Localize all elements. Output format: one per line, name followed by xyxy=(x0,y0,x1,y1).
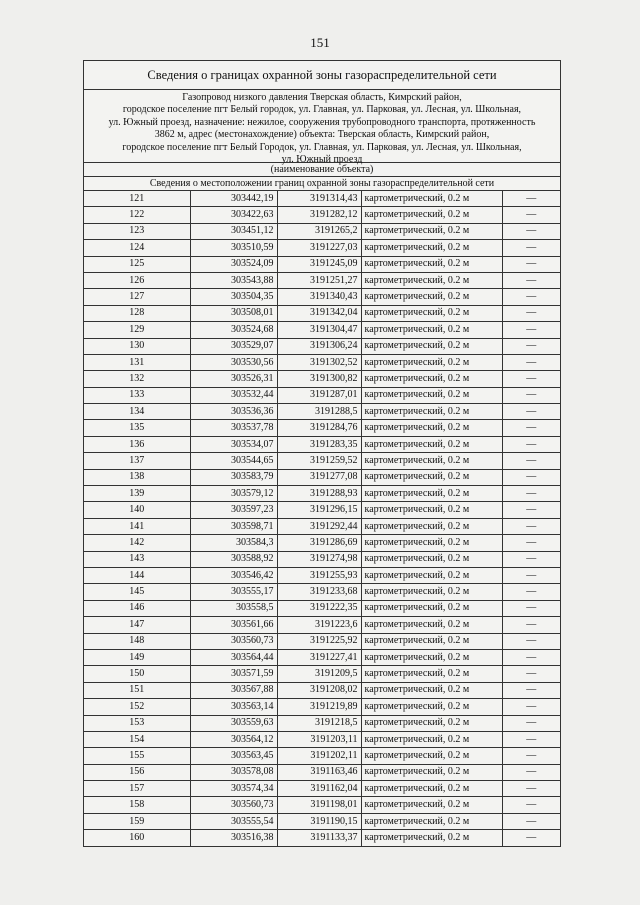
method-accuracy-cell: картометрический, 0.2 м xyxy=(361,551,502,567)
point-number-cell: 160 xyxy=(84,830,190,846)
point-number-cell: 132 xyxy=(84,371,190,387)
description-cell: — xyxy=(502,240,560,256)
x-coordinate-cell: 303558,5 xyxy=(190,600,277,616)
method-accuracy-cell: картометрический, 0.2 м xyxy=(361,191,502,207)
y-coordinate-cell: 3191283,35 xyxy=(277,436,361,452)
y-coordinate-cell: 3191304,47 xyxy=(277,322,361,338)
point-number-cell: 159 xyxy=(84,813,190,829)
point-number-cell: 134 xyxy=(84,404,190,420)
point-number-cell: 136 xyxy=(84,436,190,452)
x-coordinate-cell: 303559,63 xyxy=(190,715,277,731)
table-row xyxy=(84,649,560,665)
description-cell: — xyxy=(502,354,560,370)
table-row xyxy=(84,699,560,715)
y-coordinate-cell: 3191296,15 xyxy=(277,502,361,518)
description-cell: — xyxy=(502,535,560,551)
point-number-cell: 148 xyxy=(84,633,190,649)
table-row xyxy=(84,781,560,797)
y-coordinate-cell: 3191198,01 xyxy=(277,797,361,813)
method-accuracy-cell: картометрический, 0.2 м xyxy=(361,305,502,321)
x-coordinate-cell: 303574,34 xyxy=(190,781,277,797)
object-description-line: Газопровод низкого давления Тверская область, Кимрский район, xyxy=(182,92,462,103)
object-description xyxy=(84,90,560,166)
y-coordinate-cell: 3191219,89 xyxy=(277,699,361,715)
method-accuracy-cell: картометрический, 0.2 м xyxy=(361,584,502,600)
x-coordinate-cell: 303546,42 xyxy=(190,567,277,583)
table-row xyxy=(84,486,560,502)
method-accuracy-cell: картометрический, 0.2 м xyxy=(361,567,502,583)
description-cell: — xyxy=(502,371,560,387)
table-row xyxy=(84,551,560,567)
table-row xyxy=(84,535,560,551)
x-coordinate-cell: 303537,78 xyxy=(190,420,277,436)
method-accuracy-cell: картометрический, 0.2 м xyxy=(361,813,502,829)
x-coordinate-cell: 303563,14 xyxy=(190,699,277,715)
table-row xyxy=(84,813,560,829)
description-cell: — xyxy=(502,305,560,321)
x-coordinate-cell: 303579,12 xyxy=(190,486,277,502)
y-coordinate-cell: 3191218,5 xyxy=(277,715,361,731)
description-cell: — xyxy=(502,338,560,354)
description-cell: — xyxy=(502,764,560,780)
description-cell: — xyxy=(502,289,560,305)
point-number-cell: 153 xyxy=(84,715,190,731)
description-cell: — xyxy=(502,666,560,682)
description-cell: — xyxy=(502,617,560,633)
y-coordinate-cell: 3191265,2 xyxy=(277,223,361,239)
point-number-cell: 135 xyxy=(84,420,190,436)
x-coordinate-cell: 303555,54 xyxy=(190,813,277,829)
point-number-cell: 158 xyxy=(84,797,190,813)
point-number-cell: 154 xyxy=(84,731,190,747)
point-number-cell: 138 xyxy=(84,469,190,485)
method-accuracy-cell: картометрический, 0.2 м xyxy=(361,731,502,747)
y-coordinate-cell: 3191277,08 xyxy=(277,469,361,485)
point-number-cell: 123 xyxy=(84,223,190,239)
x-coordinate-cell: 303571,59 xyxy=(190,666,277,682)
point-number-cell: 126 xyxy=(84,272,190,288)
y-coordinate-cell: 3191223,6 xyxy=(277,617,361,633)
y-coordinate-cell: 3191314,43 xyxy=(277,191,361,207)
description-cell: — xyxy=(502,584,560,600)
description-cell: — xyxy=(502,256,560,272)
y-coordinate-cell: 3191225,92 xyxy=(277,633,361,649)
x-coordinate-cell: 303560,73 xyxy=(190,633,277,649)
point-number-cell: 156 xyxy=(84,764,190,780)
table-row xyxy=(84,453,560,469)
method-accuracy-cell: картометрический, 0.2 м xyxy=(361,830,502,846)
y-coordinate-cell: 3191292,44 xyxy=(277,518,361,534)
section-title: Сведения о местоположении границ охранной зоны газораспределительной сети xyxy=(84,177,560,191)
description-cell: — xyxy=(502,682,560,698)
y-coordinate-cell: 3191282,12 xyxy=(277,207,361,223)
table-row xyxy=(84,764,560,780)
description-cell: — xyxy=(502,469,560,485)
point-number-cell: 125 xyxy=(84,256,190,272)
description-cell: — xyxy=(502,272,560,288)
table-row xyxy=(84,715,560,731)
y-coordinate-cell: 3191286,69 xyxy=(277,535,361,551)
point-number-cell: 157 xyxy=(84,781,190,797)
method-accuracy-cell: картометрический, 0.2 м xyxy=(361,600,502,616)
method-accuracy-cell: картометрический, 0.2 м xyxy=(361,338,502,354)
x-coordinate-cell: 303584,3 xyxy=(190,535,277,551)
method-accuracy-cell: картометрический, 0.2 м xyxy=(361,502,502,518)
method-accuracy-cell: картометрический, 0.2 м xyxy=(361,797,502,813)
method-accuracy-cell: картометрический, 0.2 м xyxy=(361,387,502,403)
table-row xyxy=(84,272,560,288)
object-description-line: городское поселение пгт Белый городок, ул. Главная, ул. Парковая, ул. Лесная, ул. Школьная, xyxy=(122,104,522,116)
table-row xyxy=(84,289,560,305)
table-row xyxy=(84,207,560,223)
description-cell: — xyxy=(502,699,560,715)
x-coordinate-cell: 303561,66 xyxy=(190,617,277,633)
y-coordinate-cell: 3191208,02 xyxy=(277,682,361,698)
point-number-cell: 150 xyxy=(84,666,190,682)
table-row xyxy=(84,371,560,387)
point-number-cell: 131 xyxy=(84,354,190,370)
x-coordinate-cell: 303563,45 xyxy=(190,748,277,764)
x-coordinate-cell: 303543,88 xyxy=(190,272,277,288)
method-accuracy-cell: картометрический, 0.2 м xyxy=(361,764,502,780)
x-coordinate-cell: 303532,44 xyxy=(190,387,277,403)
table-row xyxy=(84,191,560,207)
table-row xyxy=(84,256,560,272)
y-coordinate-cell: 3191302,52 xyxy=(277,354,361,370)
y-coordinate-cell: 3191259,52 xyxy=(277,453,361,469)
object-description-line: ул. Южный проезд xyxy=(281,154,363,166)
description-cell: — xyxy=(502,600,560,616)
table-row xyxy=(84,633,560,649)
y-coordinate-cell: 3191306,24 xyxy=(277,338,361,354)
x-coordinate-cell: 303422,63 xyxy=(190,207,277,223)
x-coordinate-cell: 303534,07 xyxy=(190,436,277,452)
table-row xyxy=(84,305,560,321)
y-coordinate-cell: 3191202,11 xyxy=(277,748,361,764)
x-coordinate-cell: 303508,01 xyxy=(190,305,277,321)
table-row xyxy=(84,322,560,338)
description-cell: — xyxy=(502,223,560,239)
method-accuracy-cell: картометрический, 0.2 м xyxy=(361,649,502,665)
y-coordinate-cell: 3191245,09 xyxy=(277,256,361,272)
x-coordinate-cell: 303510,59 xyxy=(190,240,277,256)
description-cell: — xyxy=(502,731,560,747)
point-number-cell: 155 xyxy=(84,748,190,764)
y-coordinate-cell: 3191288,93 xyxy=(277,486,361,502)
point-number-cell: 124 xyxy=(84,240,190,256)
x-coordinate-cell: 303564,44 xyxy=(190,649,277,665)
method-accuracy-cell: картометрический, 0.2 м xyxy=(361,240,502,256)
point-number-cell: 151 xyxy=(84,682,190,698)
x-coordinate-cell: 303451,12 xyxy=(190,223,277,239)
description-cell: — xyxy=(502,567,560,583)
method-accuracy-cell: картометрический, 0.2 м xyxy=(361,617,502,633)
table-row xyxy=(84,502,560,518)
method-accuracy-cell: картометрический, 0.2 м xyxy=(361,781,502,797)
point-number-cell: 128 xyxy=(84,305,190,321)
object-caption: (наименование объекта) xyxy=(84,163,560,177)
point-number-cell: 137 xyxy=(84,453,190,469)
method-accuracy-cell: картометрический, 0.2 м xyxy=(361,748,502,764)
point-number-cell: 130 xyxy=(84,338,190,354)
x-coordinate-cell: 303578,08 xyxy=(190,764,277,780)
description-cell: — xyxy=(502,781,560,797)
method-accuracy-cell: картометрический, 0.2 м xyxy=(361,272,502,288)
description-cell: — xyxy=(502,486,560,502)
y-coordinate-cell: 3191222,35 xyxy=(277,600,361,616)
y-coordinate-cell: 3191162,04 xyxy=(277,781,361,797)
point-number-cell: 140 xyxy=(84,502,190,518)
x-coordinate-cell: 303536,36 xyxy=(190,404,277,420)
y-coordinate-cell: 3191288,5 xyxy=(277,404,361,420)
table-row xyxy=(84,600,560,616)
table-row xyxy=(84,338,560,354)
table-row xyxy=(84,617,560,633)
description-cell: — xyxy=(502,453,560,469)
point-number-cell: 152 xyxy=(84,699,190,715)
y-coordinate-cell: 3191342,04 xyxy=(277,305,361,321)
x-coordinate-cell: 303583,79 xyxy=(190,469,277,485)
point-number-cell: 143 xyxy=(84,551,190,567)
y-coordinate-cell: 3191163,46 xyxy=(277,764,361,780)
y-coordinate-cell: 3191209,5 xyxy=(277,666,361,682)
point-number-cell: 149 xyxy=(84,649,190,665)
point-number-cell: 121 xyxy=(84,191,190,207)
y-coordinate-cell: 3191227,03 xyxy=(277,240,361,256)
y-coordinate-cell: 3191233,68 xyxy=(277,584,361,600)
object-description-line: городское поселение пгт Белый Городок, ул. Главная, ул. Парковая, ул. Лесная, ул. Школьная, xyxy=(122,141,522,153)
method-accuracy-cell: картометрический, 0.2 м xyxy=(361,420,502,436)
description-cell: — xyxy=(502,420,560,436)
coordinates-table-body xyxy=(84,191,560,846)
point-number-cell: 133 xyxy=(84,387,190,403)
table-row xyxy=(84,584,560,600)
y-coordinate-cell: 3191190,15 xyxy=(277,813,361,829)
method-accuracy-cell: картометрический, 0.2 м xyxy=(361,469,502,485)
y-coordinate-cell: 3191251,27 xyxy=(277,272,361,288)
x-coordinate-cell: 303597,23 xyxy=(190,502,277,518)
table-row xyxy=(84,420,560,436)
y-coordinate-cell: 3191300,82 xyxy=(277,371,361,387)
method-accuracy-cell: картометрический, 0.2 м xyxy=(361,535,502,551)
x-coordinate-cell: 303442,19 xyxy=(190,191,277,207)
method-accuracy-cell: картометрический, 0.2 м xyxy=(361,682,502,698)
y-coordinate-cell: 3191287,01 xyxy=(277,387,361,403)
x-coordinate-cell: 303588,92 xyxy=(190,551,277,567)
description-cell: — xyxy=(502,502,560,518)
table-row xyxy=(84,223,560,239)
y-coordinate-cell: 3191284,76 xyxy=(277,420,361,436)
x-coordinate-cell: 303555,17 xyxy=(190,584,277,600)
description-cell: — xyxy=(502,797,560,813)
table-row xyxy=(84,748,560,764)
method-accuracy-cell: картометрический, 0.2 м xyxy=(361,518,502,534)
table-row xyxy=(84,666,560,682)
method-accuracy-cell: картометрический, 0.2 м xyxy=(361,404,502,420)
method-accuracy-cell: картометрический, 0.2 м xyxy=(361,256,502,272)
table-row xyxy=(84,567,560,583)
table-row xyxy=(84,354,560,370)
x-coordinate-cell: 303560,73 xyxy=(190,797,277,813)
y-coordinate-cell: 3191227,41 xyxy=(277,649,361,665)
method-accuracy-cell: картометрический, 0.2 м xyxy=(361,486,502,502)
point-number-cell: 145 xyxy=(84,584,190,600)
table-row xyxy=(84,240,560,256)
point-number-cell: 146 xyxy=(84,600,190,616)
description-cell: — xyxy=(502,813,560,829)
document-frame xyxy=(83,60,561,847)
method-accuracy-cell: картометрический, 0.2 м xyxy=(361,699,502,715)
object-description-line: ул. Южный проезд, назначение: нежилое, сооружения трубопроводного транспорта, протяженность xyxy=(108,116,536,128)
document-title: Сведения о границах охранной зоны газораспределительной сети xyxy=(84,61,560,90)
y-coordinate-cell: 3191340,43 xyxy=(277,289,361,305)
x-coordinate-cell: 303567,88 xyxy=(190,682,277,698)
method-accuracy-cell: картометрический, 0.2 м xyxy=(361,207,502,223)
description-cell: — xyxy=(502,322,560,338)
table-row xyxy=(84,387,560,403)
y-coordinate-cell: 3191255,93 xyxy=(277,567,361,583)
page-number: 151 xyxy=(310,35,330,50)
table-row xyxy=(84,404,560,420)
x-coordinate-cell: 303530,56 xyxy=(190,354,277,370)
x-coordinate-cell: 303598,71 xyxy=(190,518,277,534)
table-row xyxy=(84,731,560,747)
y-coordinate-cell: 3191203,11 xyxy=(277,731,361,747)
method-accuracy-cell: картометрический, 0.2 м xyxy=(361,354,502,370)
x-coordinate-cell: 303524,09 xyxy=(190,256,277,272)
method-accuracy-cell: картометрический, 0.2 м xyxy=(361,666,502,682)
table-row xyxy=(84,830,560,846)
point-number-cell: 142 xyxy=(84,535,190,551)
description-cell: — xyxy=(502,633,560,649)
x-coordinate-cell: 303544,65 xyxy=(190,453,277,469)
point-number-cell: 122 xyxy=(84,207,190,223)
description-cell: — xyxy=(502,436,560,452)
point-number-cell: 147 xyxy=(84,617,190,633)
description-cell: — xyxy=(502,551,560,567)
description-cell: — xyxy=(502,387,560,403)
x-coordinate-cell: 303504,35 xyxy=(190,289,277,305)
method-accuracy-cell: картометрический, 0.2 м xyxy=(361,223,502,239)
y-coordinate-cell: 3191274,98 xyxy=(277,551,361,567)
table-row xyxy=(84,469,560,485)
point-number-cell: 144 xyxy=(84,567,190,583)
table-row xyxy=(84,797,560,813)
x-coordinate-cell: 303564,12 xyxy=(190,731,277,747)
table-row xyxy=(84,518,560,534)
y-coordinate-cell: 3191133,37 xyxy=(277,830,361,846)
method-accuracy-cell: картометрический, 0.2 м xyxy=(361,322,502,338)
description-cell: — xyxy=(502,649,560,665)
point-number-cell: 141 xyxy=(84,518,190,534)
description-cell: — xyxy=(502,191,560,207)
object-description-line: 3862 м, адрес (местонахождение) объекта: Тверская область, Кимрский район, xyxy=(154,129,490,141)
method-accuracy-cell: картометрический, 0.2 м xyxy=(361,453,502,469)
description-cell: — xyxy=(502,748,560,764)
x-coordinate-cell: 303526,31 xyxy=(190,371,277,387)
method-accuracy-cell: картометрический, 0.2 м xyxy=(361,289,502,305)
point-number-cell: 127 xyxy=(84,289,190,305)
description-cell: — xyxy=(502,830,560,846)
x-coordinate-cell: 303516,38 xyxy=(190,830,277,846)
table-row xyxy=(84,682,560,698)
method-accuracy-cell: картометрический, 0.2 м xyxy=(361,436,502,452)
x-coordinate-cell: 303529,07 xyxy=(190,338,277,354)
x-coordinate-cell: 303524,68 xyxy=(190,322,277,338)
method-accuracy-cell: картометрический, 0.2 м xyxy=(361,633,502,649)
coordinates-table xyxy=(84,191,560,846)
point-number-cell: 129 xyxy=(84,322,190,338)
method-accuracy-cell: картометрический, 0.2 м xyxy=(361,371,502,387)
description-cell: — xyxy=(502,404,560,420)
description-cell: — xyxy=(502,207,560,223)
table-row xyxy=(84,436,560,452)
description-cell: — xyxy=(502,715,560,731)
description-cell: — xyxy=(502,518,560,534)
method-accuracy-cell: картометрический, 0.2 м xyxy=(361,715,502,731)
point-number-cell: 139 xyxy=(84,486,190,502)
